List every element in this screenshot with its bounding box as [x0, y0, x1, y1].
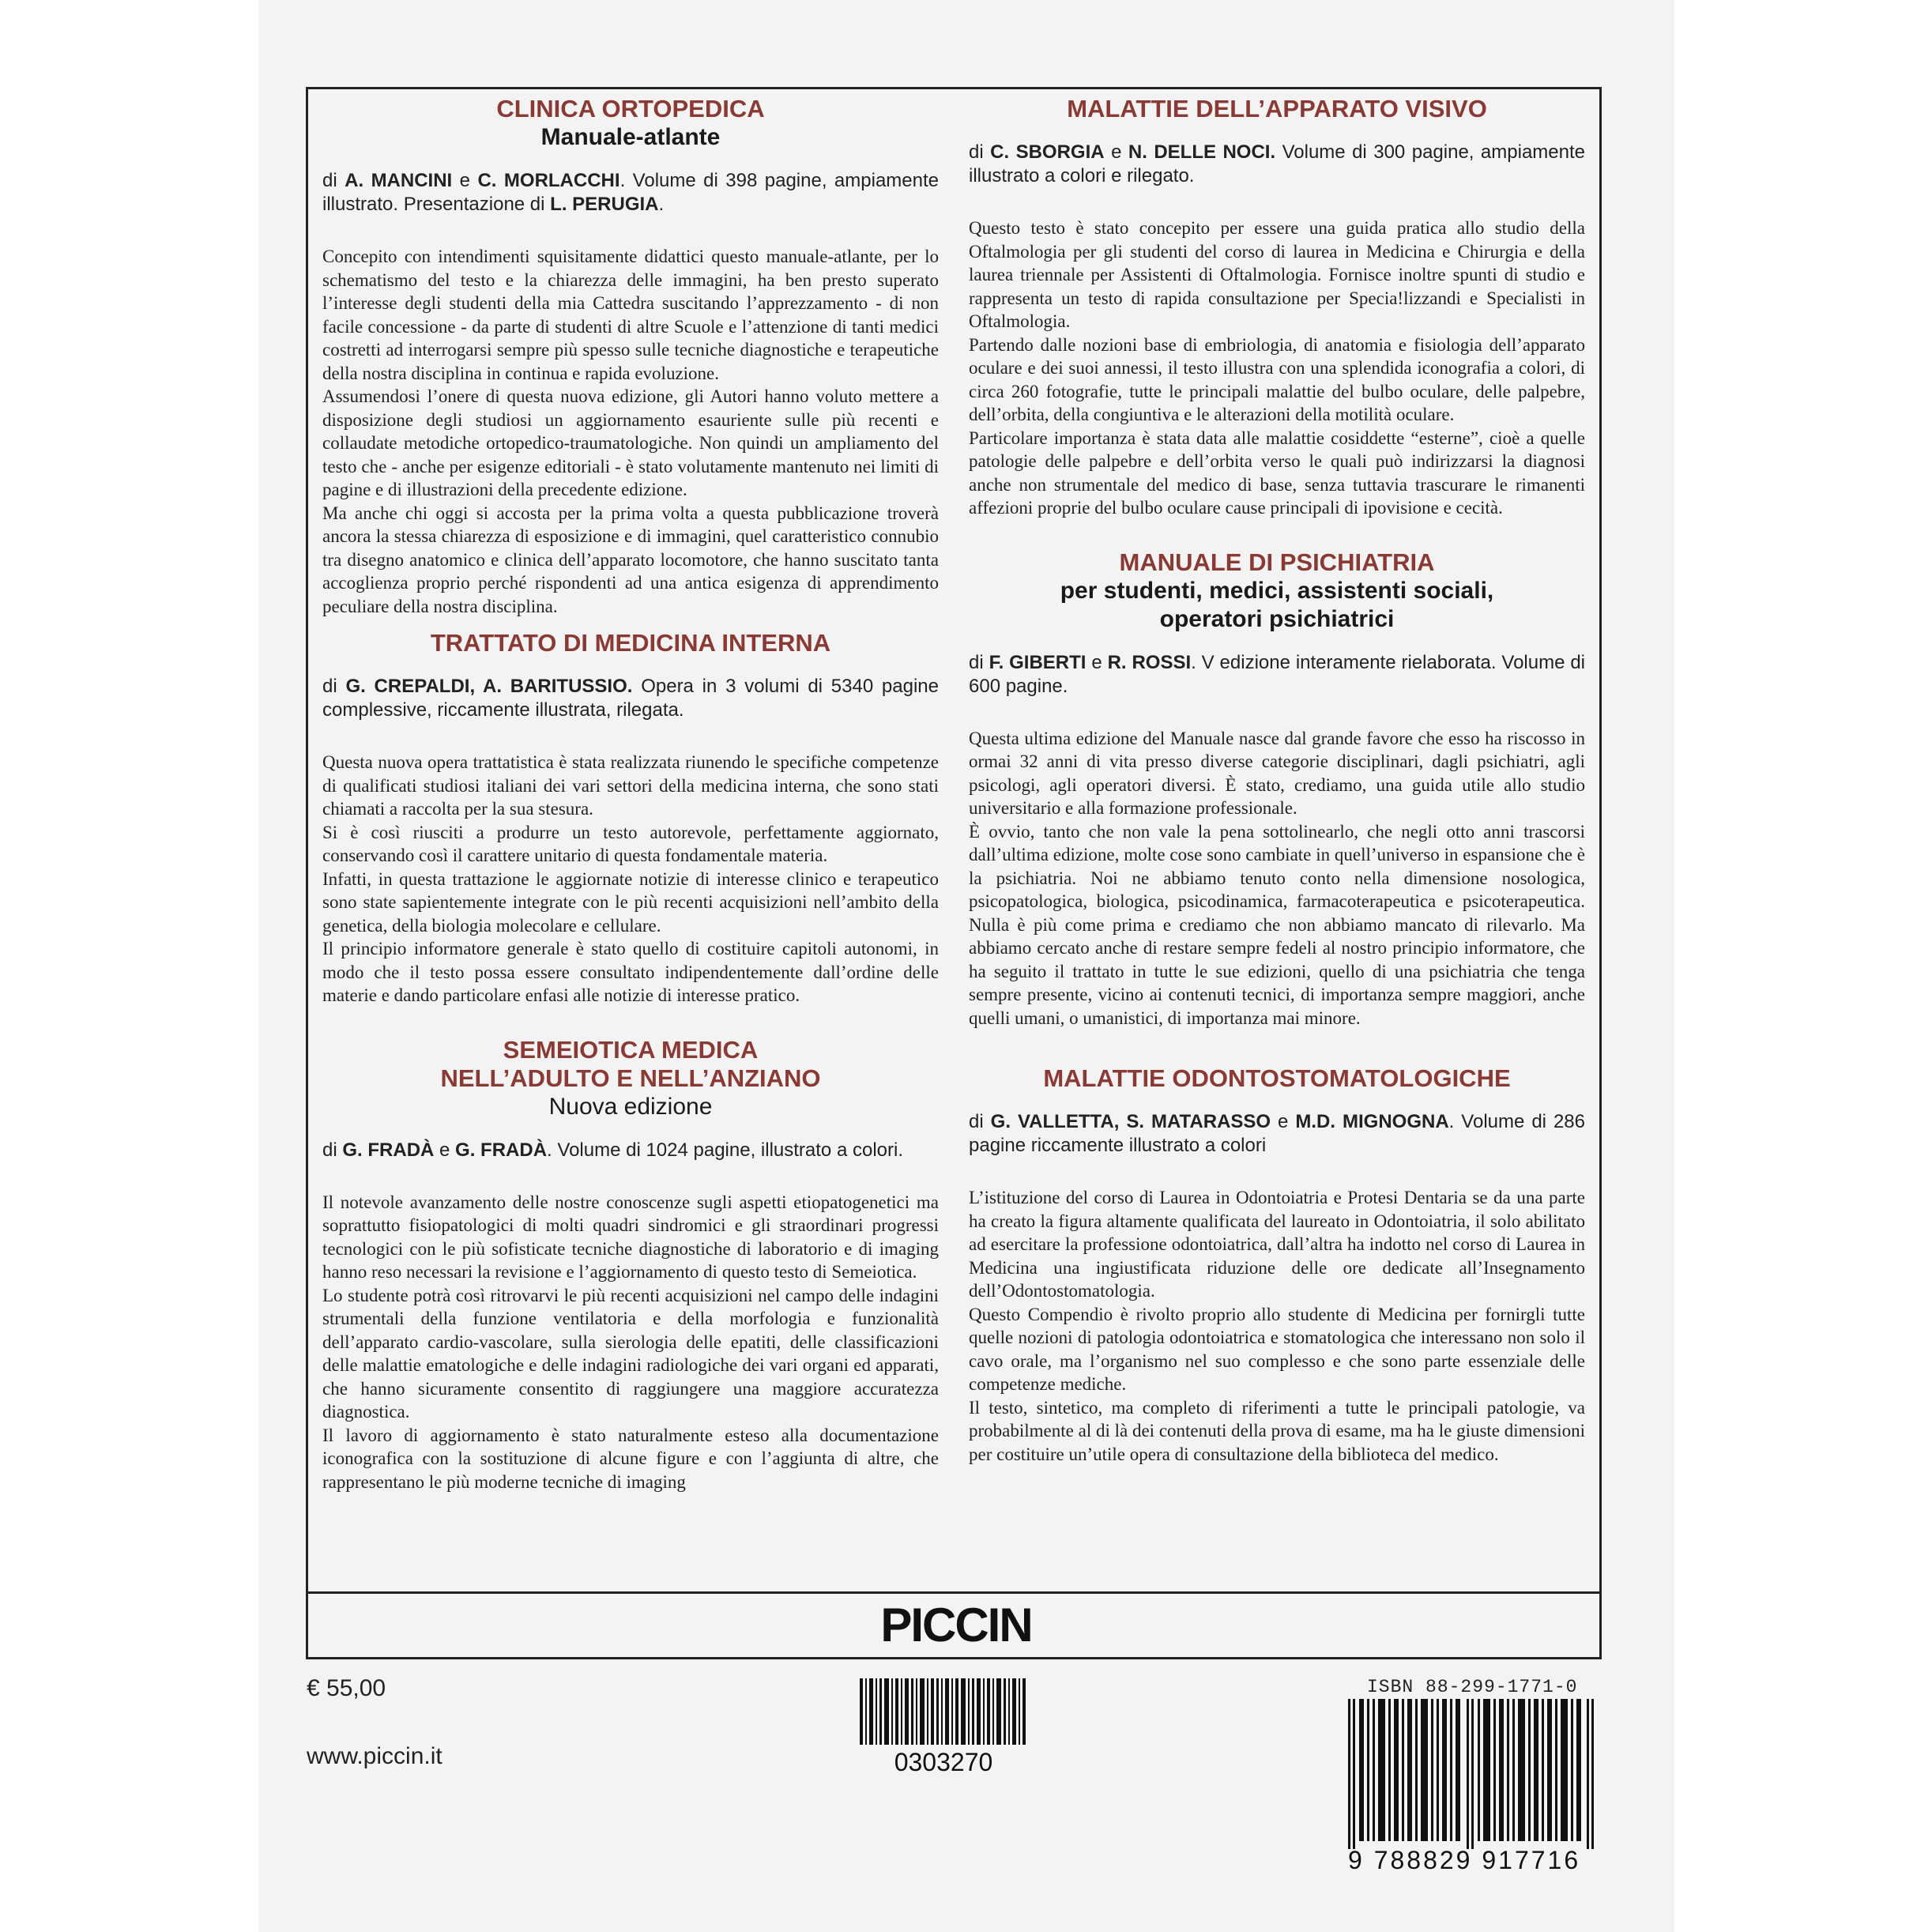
author: F. GIBERTI: [989, 651, 1087, 673]
book-clinica-ortopedica: [322, 95, 939, 618]
paragraph: L’istituzione del corso di Laurea in Odontoiatria e Protesi Dentaria se da una parte ha creato la figura altamente qualificata del laureato in Odontoiatria, il solo abilitato ad esercitare la professione odontoiatrica, dall’altra ha indotto nel corso di Laurea in Medicina una ingiustificata riduzione delle ore dedicate all’Insegnamento dell’Odontostomatologia.: [969, 1188, 1585, 1301]
author: C. SBORGIA: [990, 141, 1105, 163]
internal-code: 0303270: [894, 1748, 993, 1776]
author: G. VALLETTA, S. MATARASSO: [990, 1111, 1271, 1132]
footer-divider: [306, 1591, 1602, 1594]
book-info: di G. FRADÀ e G. FRADÀ. Volume di 1024 pagine, illustrato a colori.: [322, 1139, 903, 1161]
paragraph: Questo Compendio è rivolto proprio allo studente di Medicina per fornirgli tutte quelle nozioni di patologia odontoiatrica e stomatologica che interessano non solo il cavo orale, ma l’organismo nel suo complesso e che sono parte essenziale delle competenze mediche.: [969, 1304, 1585, 1394]
paragraph: Lo studente potrà così ritrovarvi le più recenti acquisizioni nel campo delle indagini strumentali della funzione ventilatoria e della morfologia e funzionalità dell’apparato cardio-vascolare, sulla sierologia delle epatiti, delle classificazioni delle malattie ematologiche e delle indagini radiologiche dei vari organi ed apparati, che hanno sicuramente consentito di raggiungere una maggiore accuratezza diagnostica.: [322, 1285, 939, 1422]
author: R. ROSSI: [1107, 651, 1192, 673]
book-title: TRATTATO DI MEDICINA INTERNA: [430, 629, 831, 657]
paragraph: Assumendosi l’onere di questa nuova edizione, gli Autori hanno voluto mettere a disposizione degli studiosi un aggiornamento esauriente sulle più recenti e collaudate metodiche ortopedico-traumatologiche. Non quindi un ampliamento del testo che - anche per esigenze editoriali - è stato volutamente mantenuto nei limiti di pagine e di illustrazioni della precedente edizione.: [322, 386, 939, 499]
book-description: [322, 245, 939, 618]
ean-code: 9 788829 917716: [1348, 1846, 1581, 1874]
book-description: [322, 751, 939, 1007]
book-odontostomatologiche: [969, 1064, 1585, 1466]
book-manuale-psichiatria: [969, 548, 1585, 1030]
author: G. CREPALDI, A. BARITUSSIO.: [345, 676, 633, 697]
book-title: CLINICA ORTOPEDICA: [496, 95, 765, 122]
book-medicina-interna: [322, 629, 939, 1007]
isbn-barcode: [1348, 1699, 1595, 1849]
book-semeiotica-medica: [322, 1036, 939, 1494]
right-column: [969, 95, 1585, 1477]
isbn-label: ISBN 88-299-1771-0: [1367, 1677, 1578, 1697]
book-subtitle: Manuale-atlante: [540, 124, 721, 150]
book-info: di G. VALLETTA, S. MATARASSO e M.D. MIGNOGNA. Volume di 286 pagine riccamente illustrato a colori: [969, 1111, 1586, 1156]
book-subtitle: per studenti, medici, assistenti sociali,: [1060, 577, 1494, 604]
internal-barcode: [860, 1678, 1027, 1745]
paragraph: È ovvio, tanto che non vale la pena sottolinearlo, che negli otto anni trascorsi dall’ultima edizione, molte cose sono cambiate in quell’universo in espansione che è la psichiatria. Noi ne abbiamo tenuto conto nella dimensione nosologica, psicopatologica, biologica, psicodinamica, farmacoterapeutica e psicoterapeutica. Nulla è più come prima e crediamo che non abbiamo mancato di rilevarlo. Ma abbiamo cercato anche di restare sempre fedeli al nostro principio informatore, che ha seguito il trattato in tutte le sue edizioni, quello di una psichiatria che tenga sempre presente, vicino ai contenuti tecnici, di importanza sempre maggiori, anche quelli umani, o umanistici, di importanza mai minore.: [969, 821, 1585, 1028]
book-subtitle: Nuova edizione: [548, 1093, 713, 1120]
paragraph: Si è così riusciti a produrre un testo autorevole, perfettamente aggiornato, conservando così il carattere unitario di questa fondamentale materia.: [322, 822, 939, 865]
price-label: € 55,00: [307, 1675, 386, 1701]
author: G. FRADÀ: [342, 1139, 435, 1161]
paragraph: Questa ultima edizione del Manuale nasce dal grande favore che esso ha riscosso in ormai 32 anni di vita presso diverse categorie disciplinari, dagli psichiatri, agli psicologi, agli operatori diversi. È stato, crediamo, una guida utile allo studio universitario e alla formazione professionale.: [969, 728, 1585, 818]
book-description: [969, 217, 1585, 520]
paragraph: Il lavoro di aggiornamento è stato naturalmente esteso alla documentazione iconografica con la sostituzione di alcune figure e con l’aggiunta di altre, che rappresentano le più moderne tecniche di imaging: [322, 1425, 939, 1492]
book-title: MALATTIE DELL’APPARATO VISIVO: [1067, 95, 1487, 122]
paragraph: Ma anche chi oggi si accosta per la prima volta a questa pubblicazione troverà ancora la stessa chiarezza di esposizione e di immagini, quel caratteristico connubio tra disegno anatomico e clinica dell’apparato locomotore, che hanno suscitato tanta accoglienza proprio perché rispondenti ad una antica esigenza di apprendimento peculiare della nostra disciplina.: [322, 503, 939, 616]
book-info: di C. SBORGIA e N. DELLE NOCI. Volume di 300 pagine, ampiamente illustrato a colori e rilegato.: [969, 141, 1585, 186]
author: M.D. MIGNOGNA: [1295, 1111, 1449, 1132]
book-description: [969, 1186, 1585, 1466]
book-title: MANUALE DI PSICHIATRIA: [1119, 548, 1435, 576]
book-info: di G. CREPALDI, A. BARITUSSIO. Opera in 3 volumi di 5340 pagine complessive, riccamente illustrata, rilegata.: [322, 676, 940, 721]
paragraph: Il testo, sintetico, ma completo di riferimenti a tutte le principali patologie, va probabilmente al di là dei contenuti della prova di esame, ma ha le giuste dimensioni per costituire un’utile opera di consultazione della biblioteca del medico.: [969, 1397, 1585, 1464]
paragraph: Particolare importanza è stata data alle malattie cosiddette “esterne”, cioè a quelle patologie delle palpebre e dell’orbita verso le quali può indirizzarsi la diagnosi anche non strumentale del medico di base, senza tuttavia trascurare le rimanenti affezioni proprie del bulbo oculare cause principali di ipovisione e cecità.: [969, 427, 1585, 518]
author: L. PERUGIA: [550, 194, 659, 215]
author: A. MANCINI: [345, 170, 453, 191]
publisher-url[interactable]: www.piccin.it: [307, 1743, 443, 1769]
paragraph: Infatti, in questa trattazione le aggiornate notizie di interesse clinico e terapeutico sono state sapientemente integrate con le più recenti acquisizioni nell’ambito della genetica, della biologia molecolare e cellulare.: [322, 868, 939, 936]
paragraph: Il notevole avanzamento delle nostre conoscenze sugli aspetti etiopatogenetici ma soprattutto fisiopatologici di molti quadri sindromici e gli straordinari progressi tecnologici con le più sofisticate tecniche diagnostiche di laboratorio e di imaging hanno reso necessari la revisione e l’aggiornamento di questo testo di Semeiotica.: [322, 1192, 939, 1282]
left-column: [322, 95, 939, 1505]
paragraph: Questa nuova opera trattatistica è stata realizzata riunendo le specifiche competenze di qualificati studiosi italiani dei vari settori della medicina interna, che sono stati chiamati a raccolta per la sua stesura.: [322, 752, 939, 819]
book-title: SEMEIOTICA MEDICA: [503, 1035, 759, 1064]
paragraph: Concepito con intendimenti squisitamente didattici questo manuale-atlante, per lo schematismo del testo e la chiarezza delle immagini, ha ben presto superato l’interesse degli studenti della mia Cattedra suscitando l’apprezzamento - di non facile concessione - da parte di studenti di altre Scuole e l’attenzione di tanti medici costretti ad interrogarsi sempre più spesso sulle tecniche diagnostiche e terapeutiche della nostra disciplina in continua e rapida evoluzione.: [322, 247, 939, 383]
paragraph: Partendo dalle nozioni base di embriologia, di anatomia e fisiologia dell’apparato oculare e dei suoi annessi, il testo illustra con una splendida iconografia a colori, di circa 260 fotografie, tutte le principali malattie del bulbo oculare, delle palpebre, dell’orbita, della congiuntiva e le alterazioni della motilità oculare.: [969, 334, 1585, 424]
book-title-line2: NELL’ADULTO E NELL’ANZIANO: [440, 1064, 821, 1092]
book-description: [322, 1191, 939, 1494]
book-apparato-visivo: [969, 95, 1585, 520]
author: C. MORLACCHI: [477, 170, 620, 191]
author: G. FRADÀ: [455, 1139, 548, 1161]
author: N. DELLE NOCI.: [1128, 141, 1276, 163]
book-title: MALATTIE ODONTOSTOMATOLOGICHE: [1043, 1064, 1511, 1092]
book-description: [969, 727, 1585, 1030]
publisher-logo: PICCIN: [880, 1599, 1032, 1651]
paragraph: Questo testo è stato concepito per essere una guida pratica allo studio della Oftalmologia per gli studenti del corso di laurea in Medicina e Chirurgia e della laurea triennale per Assistenti di Oftalmologia. Fornisce inoltre spunti di studio e rappresenta un testo di rapida consultazione per Specia!lizzandi e Specialisti in Oftalmologia.: [969, 218, 1585, 331]
book-info: di A. MANCINI e C. MORLACCHI. Volume di 398 pagine, ampiamente illustrato. Presentazione di L. PERUGIA.: [322, 170, 940, 215]
book-subtitle-line2: operatori psichiatrici: [1159, 605, 1395, 632]
book-info: di F. GIBERTI e R. ROSSI. V edizione interamente rielaborata. Volume di 600 pagine.: [969, 651, 1586, 697]
paragraph: Il principio informatore generale è stato quello di costituire capitoli autonomi, in modo che il testo possa essere consultato indipendentemente dall’ordine delle materie e dando particolare enfasi alle notizie di interesse pratico.: [322, 939, 939, 1005]
